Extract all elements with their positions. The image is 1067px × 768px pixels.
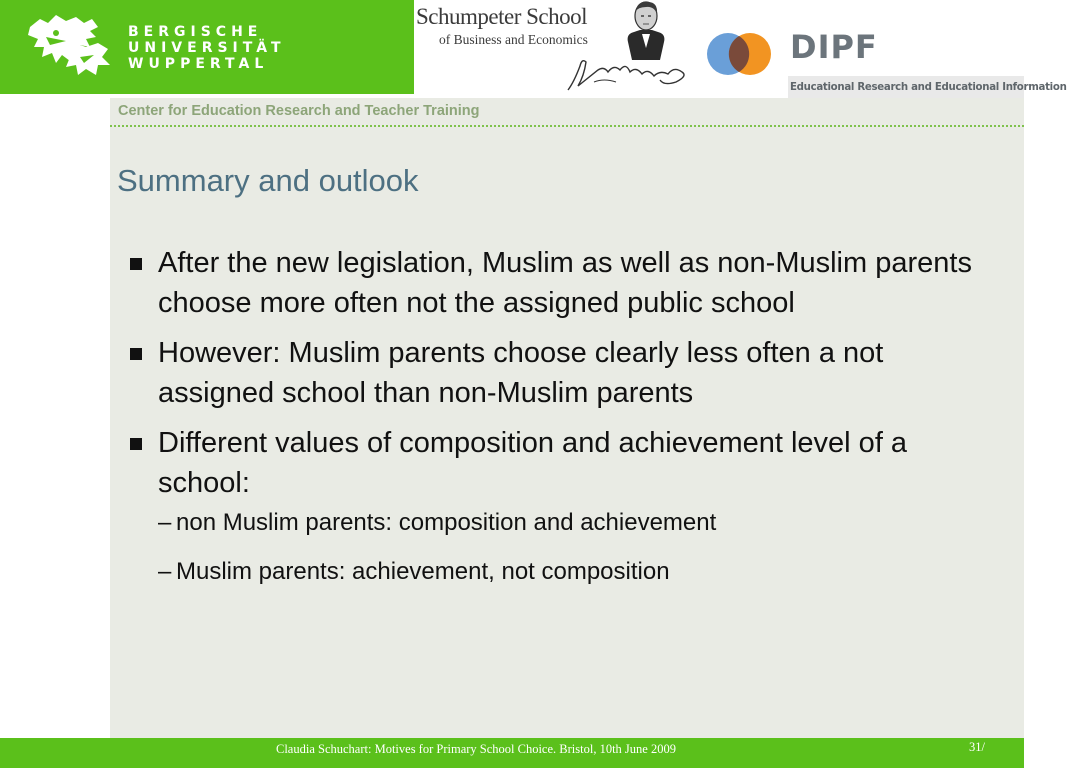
university-name-line-3: WUPPERTAL [128, 56, 269, 72]
schumpeter-school-logo [414, 0, 698, 96]
sub-bullet-text: non Muslim parents: composition and achievement [176, 509, 717, 536]
dipf-logo [698, 0, 1067, 98]
university-name [128, 24, 286, 72]
slide-title: Summary and outlook [117, 163, 419, 198]
university-name-line-2: UNIVERSITÄT [128, 40, 286, 56]
bullet-list [126, 243, 1006, 607]
sub-bullet-item [158, 558, 1006, 586]
dipf-subtitle: Educational Research and Educational Information [790, 82, 1067, 93]
header-divider [110, 125, 1024, 127]
university-logo-block [0, 0, 414, 94]
square-bullet-icon [130, 258, 142, 270]
bullet-item [126, 243, 1006, 323]
center-name: Center for Education Research and Teacher Training [118, 103, 480, 119]
sub-bullet-list [158, 509, 1006, 586]
schumpeter-signature-icon [564, 52, 698, 96]
dash-bullet-icon: – [158, 509, 172, 536]
dash-bullet-icon: – [158, 558, 172, 585]
bullet-text: After the new legislation, Muslim as well as non-Muslim parents choose more often not the assigned public school [158, 247, 972, 319]
square-bullet-icon [130, 438, 142, 450]
bullet-text: Different values of composition and achievement level of a school: [158, 427, 908, 499]
schumpeter-subtitle: of Business and Economics [439, 32, 588, 47]
footer-text: Claudia Schuchart: Motives for Primary School Choice. Bristol, 10th June 2009 [276, 742, 676, 756]
university-lion-logo-icon [26, 13, 112, 77]
sub-bullet-item [158, 509, 1006, 537]
dipf-name: DIPF [790, 28, 878, 66]
schumpeter-title: Schumpeter School [416, 4, 587, 29]
bullet-item [126, 423, 1006, 586]
university-name-line-1: BERGISCHE [128, 24, 263, 40]
dipf-circles-icon [706, 30, 772, 78]
sub-bullet-text: Muslim parents: achievement, not composition [176, 558, 670, 585]
bullet-item [126, 333, 1006, 413]
square-bullet-icon [130, 348, 142, 360]
page-number: 31/ [969, 740, 985, 754]
left-margin [0, 94, 110, 738]
bullet-text: However: Muslim parents choose clearly less often a not assigned school than non-Muslim parents [158, 337, 884, 409]
